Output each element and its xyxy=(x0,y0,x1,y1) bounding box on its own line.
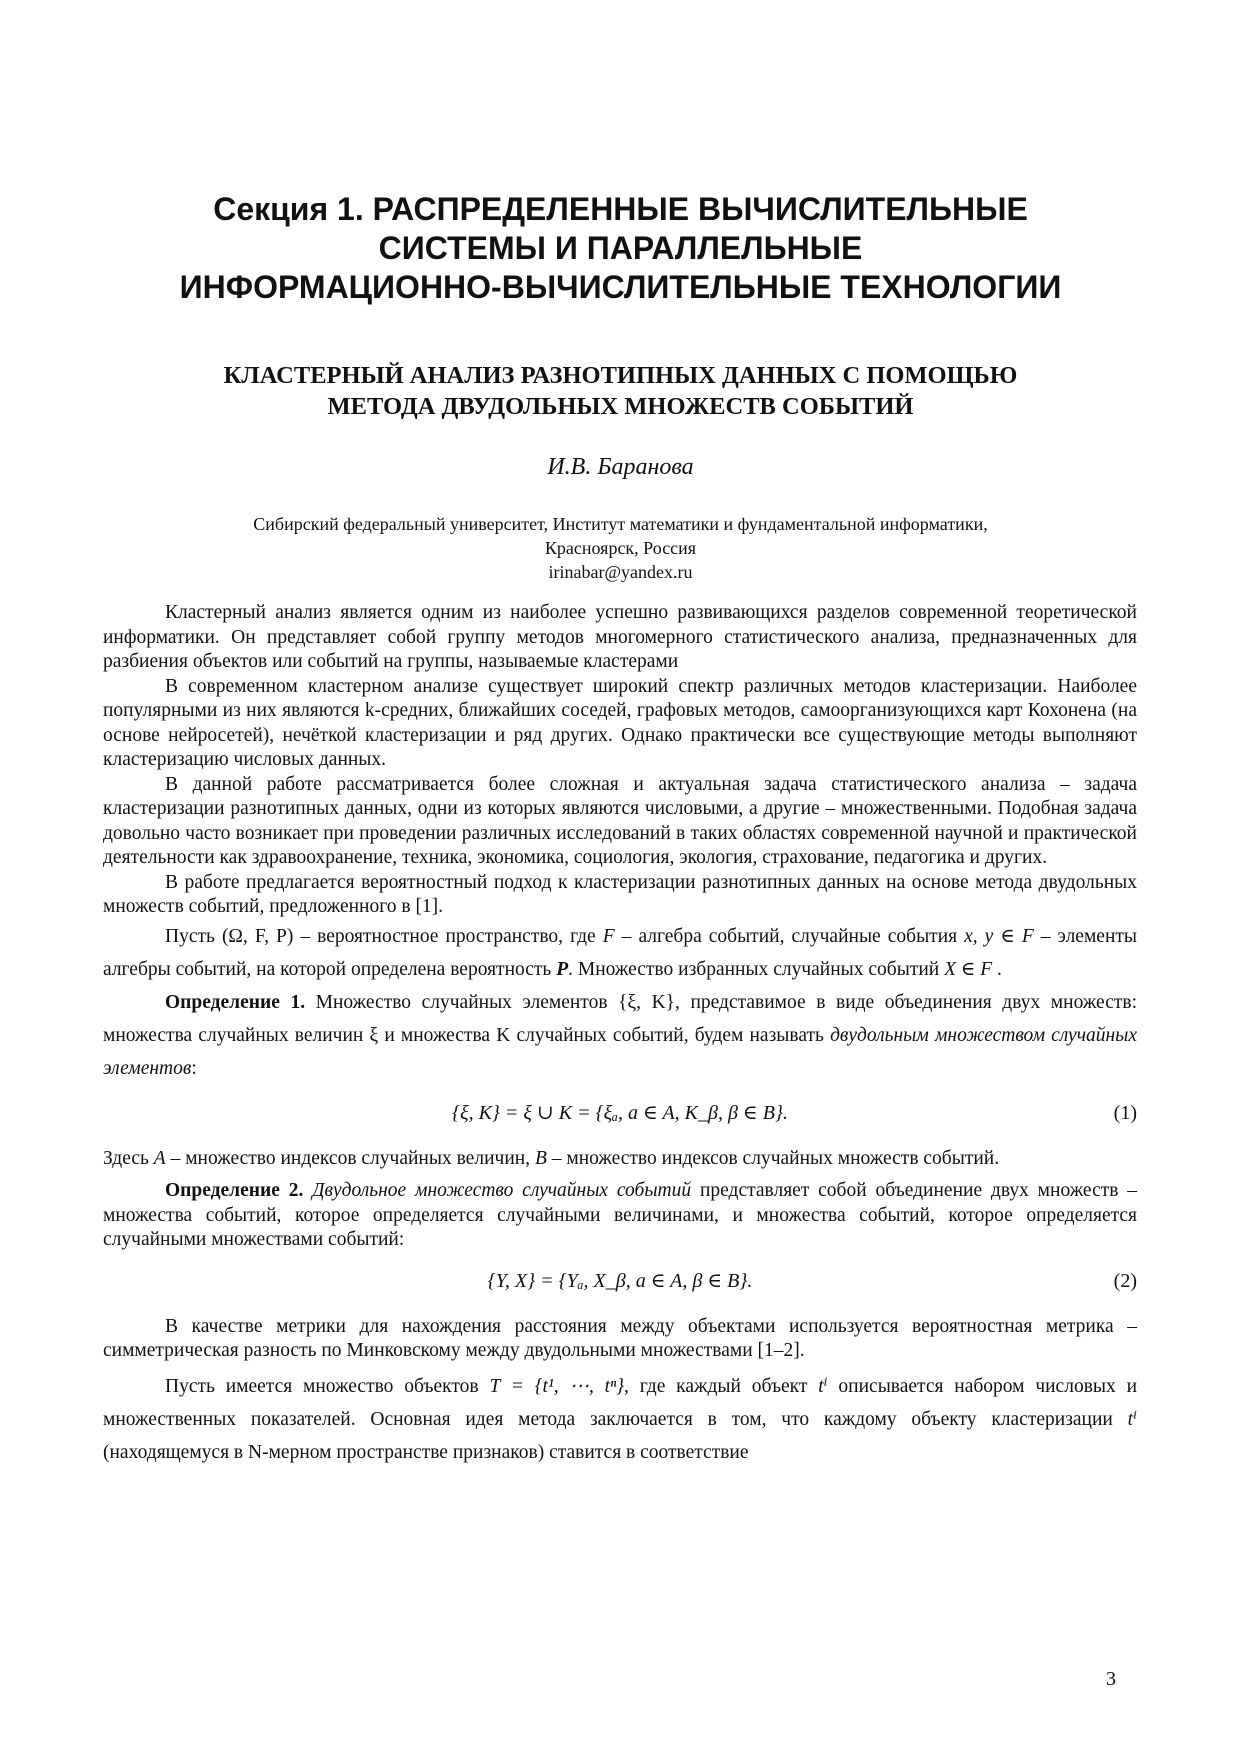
page-number: 3 xyxy=(1106,1668,1116,1690)
paper-title-line: МЕТОДА ДВУДОЛЬНЫХ МНОЖЕСТВ СОБЫТИЙ xyxy=(327,393,914,420)
text-segment: Множество случайных элементов xyxy=(315,991,608,1013)
text-segment: Здесь xyxy=(103,1147,149,1169)
paper-title-line: КЛАСТЕРНЫЙ АНАЛИЗ РАЗНОТИПНЫХ ДАННЫХ С ПОМОЩЬЮ xyxy=(223,362,1018,389)
paragraph-metric: В качестве метрики для нахождения расстояния между объектами используется вероятностная метрика – симметрическая разность по Минковскому между двудольными множествами [1–2]. xyxy=(103,1315,1137,1361)
equation-number: (2) xyxy=(1113,1269,1137,1292)
author-name: И.В. Баранова xyxy=(547,454,694,480)
text-segment: . xyxy=(996,958,1002,980)
text-segment: Пусть xyxy=(165,925,215,947)
text-segment: Пусть имеется множество объектов xyxy=(165,1375,479,1397)
defined-term: Двудольное множество случайных событий xyxy=(312,1180,692,1201)
affiliation: Сибирский федеральный университет, Институт математики и фундаментальной информатики, xyxy=(253,514,988,534)
definition-2 xyxy=(103,1179,1137,1253)
math-inline: F xyxy=(602,925,615,947)
math-inline: T = {t¹, ⋯, tⁿ} xyxy=(489,1375,625,1397)
text-segment: случайных событий, будем называть xyxy=(516,1024,824,1046)
paragraph-probability-space xyxy=(103,920,1137,986)
text-segment: – элементы алгебры событий, на которой определена вероятность xyxy=(103,925,1138,980)
math-inline: Χ ∈ F xyxy=(944,958,993,980)
text-segment: представляет собой объединение двух множеств – множества событий, которое определяется случайными величинами, и множества событий, которое определяется случайными множествами событий: xyxy=(103,1180,1138,1250)
city: Красноярск, Россия xyxy=(544,538,697,558)
affiliation-block xyxy=(0,512,1241,584)
definition-1 xyxy=(103,986,1137,1085)
math-inline: {ξ, Κ} xyxy=(618,991,676,1013)
equation-formula: {ξ, Κ} = ξ ∪ K = {ξₐ, a ∈ A, K_β, β ∈ B}. xyxy=(452,1101,788,1124)
equation-number: (1) xyxy=(1113,1101,1137,1124)
math-inline: tⁱ xyxy=(1127,1408,1138,1430)
text-segment: – множество индексов случайных множеств событий. xyxy=(551,1147,1000,1169)
text-segment: и множества xyxy=(384,1024,491,1046)
paper-title xyxy=(120,360,1121,422)
text-segment: . Множество избранных случайных событий xyxy=(568,958,940,980)
section-heading xyxy=(100,190,1141,307)
section-heading-line: Секция 1. РАСПРЕДЕЛЕННЫЕ ВЫЧИСЛИТЕЛЬНЫЕ xyxy=(213,191,1028,227)
text-segment: : xyxy=(191,1057,197,1079)
text-segment: описывается набором числовых и множественных показателей. Основная идея метода заключается в том, что каждому объекту кластеризации xyxy=(103,1375,1138,1430)
paragraph-methods: В современном кластерном анализе существует широкий спектр различных методов кластеризации. Наиболее популярными из них являются k-средних, ближайших соседей, графовых методов, самоорганизующихся карт Кохонена (на основе нейросетей), нечёткой кластеризации и ряд других. Однако практически все существующие методы выполняют кластеризацию числовых данных. xyxy=(103,675,1137,770)
math-inline: B xyxy=(534,1147,547,1169)
text-segment: – алгебра событий, случайные события xyxy=(621,925,958,947)
equation-formula: {Y, Χ} = {Yₐ, X_β, a ∈ A, β ∈ B}. xyxy=(487,1269,753,1292)
section-heading-line: СИСТЕМЫ И ПАРАЛЛЕЛЬНЫЕ xyxy=(378,230,863,266)
article-body xyxy=(103,601,1137,1469)
text-segment: – вероятностное пространство, где xyxy=(300,925,596,947)
email: irinabar@yandex.ru xyxy=(548,562,693,582)
definition-label: Определение 2. xyxy=(165,1180,304,1201)
section-heading-line: ИНФОРМАЦИОННО-ВЫЧИСЛИТЕЛЬНЫЕ ТЕХНОЛОГИИ xyxy=(179,269,1062,305)
definition-label: Определение 1. xyxy=(165,991,306,1013)
math-inline: x, y ∈ F xyxy=(964,925,1034,947)
text-segment: , где каждый объект xyxy=(624,1375,808,1397)
defined-term: двудольным множеством случайных элементов xyxy=(103,1024,1138,1079)
math-inline: Κ xyxy=(496,1024,511,1046)
math-inline: A xyxy=(153,1147,166,1169)
math-inline: tⁱ xyxy=(818,1375,828,1397)
paragraph-intro: Кластерный анализ является одним из наиболее успешно развивающихся разделов современной теоретической информатики. Он представляет собой группу методов многомерного статистического анализа, предназначенных для разбиения объектов или событий на группы, называемые кластерами xyxy=(103,602,1137,672)
paragraph-objects xyxy=(103,1370,1137,1469)
math-inline: P xyxy=(556,958,569,980)
text-segment: – множество индексов случайных величин, xyxy=(170,1147,531,1169)
math-inline: ξ xyxy=(369,1024,379,1046)
paragraph-task: В данной работе рассматривается более сложная и актуальная задача статистического анализа – задача кластеризации разнотипных данных, одни из которых являются числовыми, а другие – множественными. Подобная задача довольно часто возникает при проведении различных исследований в таких областях современной научной и практической деятельности как здравоохранение, техника, экономика, социология, экология, страхование, педагогика и других. xyxy=(103,773,1137,868)
text-segment: , представимое в виде объединения двух множеств: множества случайных величин xyxy=(103,991,1137,1046)
text-segment: (находящемуся в N-мерном пространстве признаков) ставится в соответствие xyxy=(103,1441,749,1463)
equation-2 xyxy=(103,1259,1137,1309)
equation-1 xyxy=(103,1091,1137,1141)
paragraph-approach: В работе предлагается вероятностный подход к кластеризации разнотипных данных на основе метода двудольных множеств событий, предложенного в [1]. xyxy=(103,871,1137,917)
paragraph-index-sets xyxy=(103,1147,1137,1172)
math-inline: (Ω, F, P) xyxy=(221,925,294,947)
